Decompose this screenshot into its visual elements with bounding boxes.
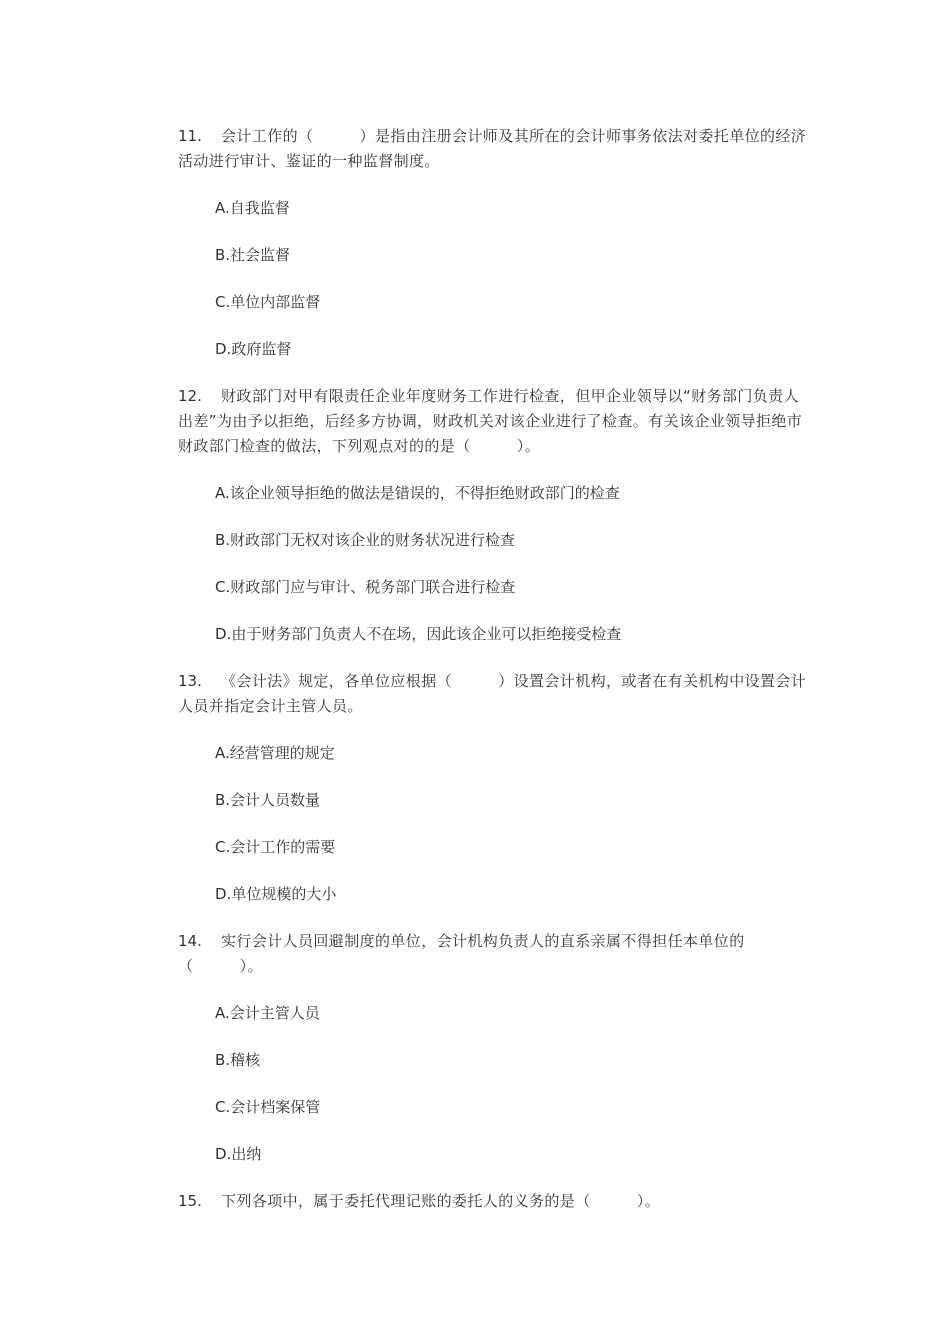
option-a: A.该企业领导拒绝的做法是错误的，不得拒绝财政部门的检查	[215, 484, 620, 502]
question-text: 财政部门对甲有限责任企业年度财务工作进行检查，但甲企业领导以“财务部门负责人出差”为由予以拒绝，后经多方协调，财政机关对该企业进行了检查。有关该企业领导拒绝市财政部门检查的做法，下列观点对的的是（ ）。	[178, 387, 803, 455]
question-15	[178, 1189, 810, 1214]
option-a: A.自我监督	[215, 199, 290, 217]
option-c: C.会计档案保管	[215, 1098, 321, 1116]
question-number: 13.	[178, 672, 202, 690]
option-b: B.财政部门无权对该企业的财务状况进行检查	[215, 531, 516, 549]
option-b: B.稽核	[215, 1051, 261, 1069]
option-c: C.单位内部监督	[215, 293, 321, 311]
question-text: 会计工作的（ ）是指由注册会计师及其所在的会计师事务依法对委托单位的经济活动进行审计、鉴证的一种监督制度。	[178, 127, 807, 170]
question-text: 下列各项中，属于委托代理记账的委托人的义务的是（ ）。	[221, 1192, 661, 1210]
question-11	[178, 124, 810, 174]
question-number: 12.	[178, 387, 202, 405]
question-12	[178, 384, 810, 459]
option-c: C.财政部门应与审计、税务部门联合进行检查	[215, 578, 516, 596]
question-text: 《会计法》规定，各单位应根据（ ）设置会计机构，或者在有关机构中设置会计人员并指定会计主管人员。	[178, 672, 807, 715]
option-d: D.由于财务部门负责人不在场，因此该企业可以拒绝接受检查	[215, 625, 622, 643]
question-13	[178, 669, 810, 719]
question-number: 11.	[178, 127, 202, 145]
option-d: D.政府监督	[215, 340, 292, 358]
option-a: A.会计主管人员	[215, 1004, 320, 1022]
question-text: 实行会计人员回避制度的单位，会计机构负责人的直系亲属不得担任本单位的（ ）。	[178, 932, 745, 975]
option-d: D.单位规模的大小	[215, 885, 337, 903]
option-a: A.经营管理的规定	[215, 744, 335, 762]
option-b: B.会计人员数量	[215, 791, 321, 809]
document-page	[178, 124, 810, 1236]
question-number: 14.	[178, 932, 202, 950]
question-14	[178, 929, 810, 979]
option-b: B.社会监督	[215, 246, 291, 264]
question-number: 15.	[178, 1192, 202, 1210]
option-c: C.会计工作的需要	[215, 838, 336, 856]
option-d: D.出纳	[215, 1145, 262, 1163]
